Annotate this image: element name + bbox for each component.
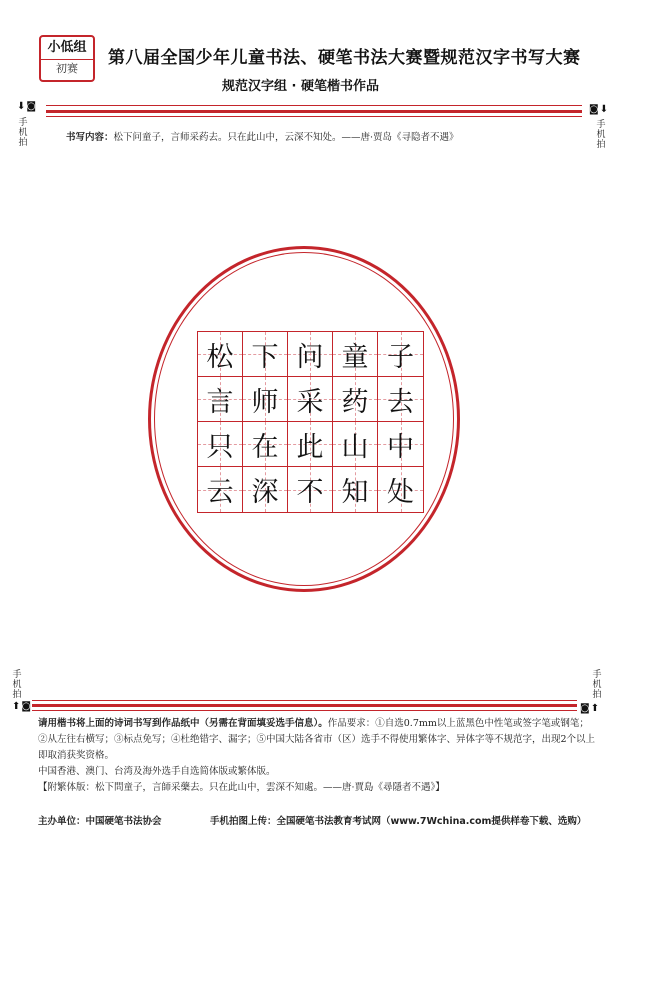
grid-cell: 处 <box>378 467 423 512</box>
grid-cell: 中 <box>378 422 423 467</box>
grid-cell: 去 <box>378 377 423 422</box>
writing-content-text: 松下问童子，言师采药去。只在此山中，云深不知处。——唐·贾岛《寻隐者不遇》 <box>113 132 459 143</box>
grid-cell: 言 <box>198 377 243 422</box>
instructions <box>38 716 598 796</box>
camera-icon: ◙ <box>580 703 591 714</box>
instructions-lead: 请用楷书将上面的诗词书写到作品纸中（另需在背面填妥选手信息）。 <box>38 718 328 729</box>
grid-cell: 云 <box>198 467 243 512</box>
arrow-up-icon: ⬆ <box>590 703 601 714</box>
side-label-bottom-left: 手机拍 <box>12 670 22 700</box>
grid-cell: 问 <box>288 332 333 377</box>
badge-group-label: 小低组 <box>41 37 93 60</box>
arrow-down-icon: ⬇ <box>599 104 610 115</box>
writing-content <box>66 129 459 143</box>
top-rule-thin-2 <box>46 116 582 117</box>
badge-round-label: 初赛 <box>56 62 78 75</box>
writing-content-label: 书写内容： <box>66 132 114 143</box>
grid-cell: 在 <box>243 422 288 467</box>
arrow-down-icon: ⬇ <box>17 101 27 112</box>
grid-cell: 子 <box>378 332 423 377</box>
instructions-line-2: 中国香港、澳门、台湾及海外选手自选简体版或繁体版。 <box>38 766 276 777</box>
page-title: 第八届全国少年儿童书法、硬笔书法大赛暨规范汉字书写大赛 <box>108 48 581 68</box>
bottom-rule-thin <box>32 700 577 701</box>
page-subtitle: 规范汉字组 · 硬笔楷书作品 <box>222 79 379 94</box>
camera-marker-top-left <box>17 101 37 112</box>
camera-marker-bottom-right <box>580 703 600 714</box>
top-rule-thin <box>46 105 582 106</box>
group-badge <box>39 35 95 82</box>
grid-cell: 只 <box>198 422 243 467</box>
grid-cell: 此 <box>288 422 333 467</box>
grid-cell: 下 <box>243 332 288 377</box>
grid-cell: 松 <box>198 332 243 377</box>
grid-cell: 山 <box>333 422 378 467</box>
grid-cell: 深 <box>243 467 288 512</box>
grid-cell: 不 <box>288 467 333 512</box>
camera-marker-top-right <box>589 104 609 115</box>
camera-icon: ◙ <box>26 101 38 112</box>
organizer: 主办单位：中国硬笔书法协会 <box>38 816 162 827</box>
grid-cell: 师 <box>243 377 288 422</box>
grid-cell: 知 <box>333 467 378 512</box>
arrow-up-icon: ⬆ <box>12 701 22 712</box>
grid-cell: 采 <box>288 377 333 422</box>
writing-grid <box>197 331 424 513</box>
camera-icon: ◙ <box>21 701 33 712</box>
bottom-rule-thick <box>32 704 577 707</box>
bottom-rule-thin-2 <box>32 710 577 711</box>
camera-icon: ◙ <box>589 104 600 115</box>
side-label-top-left: 手机拍 <box>18 118 28 148</box>
top-rule-thick <box>46 110 582 113</box>
side-label-top-right: 手机拍 <box>596 120 606 150</box>
grid-cell: 药 <box>333 377 378 422</box>
instructions-traditional: 【附繁体版：松下問童子，言師采藥去。只在此山中，雲深不知處。——唐·賈島《尋隱者不遇》】 <box>38 782 445 793</box>
camera-marker-bottom-left <box>12 701 32 712</box>
side-label-bottom-right: 手机拍 <box>592 670 602 700</box>
upload-info: 手机拍图上传：全国硬笔书法教育考试网（www.7Wchina.com提供样卷下载、选购） <box>210 816 587 827</box>
grid-cell: 童 <box>333 332 378 377</box>
instructions-body: 作品要求：①自选0.7mm以上蓝黑色中性笔或签字笔或钢笔；②从左往右横写；③标点免写；④杜绝错字、漏字；⑤中国大陆各省市（区）选手不得使用繁体字、异体字等不规范字，出现2个以上即取消获奖资格。 <box>38 718 596 761</box>
